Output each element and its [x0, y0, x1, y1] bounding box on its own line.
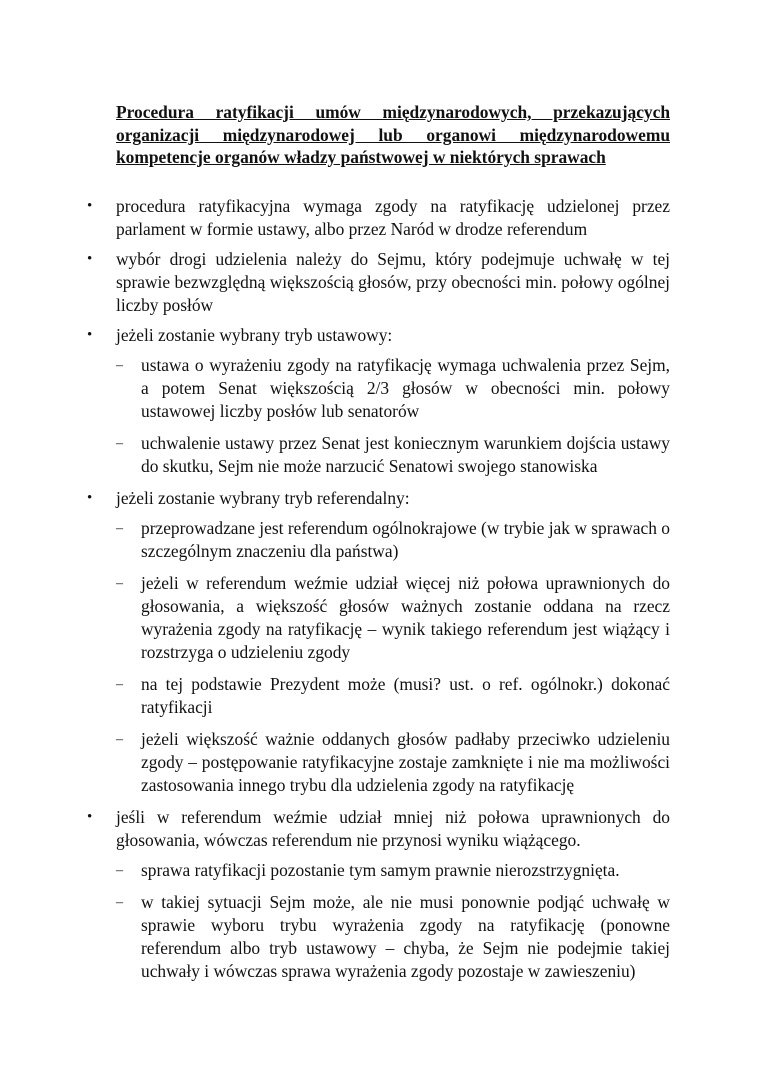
- sub-list-item-text: jeżeli większość ważnie oddanych głosów padłaby przeciwko udzieleniu zgody – postępowanie ratyfikacyjne zostaje zamknięte i nie ma możliwości zastosowania innego trybu dla udzielenia zgody na ratyfikację: [141, 729, 670, 795]
- sub-list-item-text: sprawa ratyfikacji pozostanie tym samym prawnie nierozstrzygnięta.: [141, 860, 620, 880]
- list-item-text: jeśli w referendum weźmie udział mniej niż połowa uprawnionych do głosowania, wówczas referendum nie przynosi wyniku wiążącego.: [116, 807, 670, 850]
- bullet-icon: •: [87, 251, 93, 267]
- sub-list-item-text: ustawa o wyrażeniu zgody na ratyfikację wymaga uchwalenia przez Sejm, a potem Senat większością 2/3 głosów w obecności min. połowy ustawowej liczby posłów lub senatorów: [141, 355, 670, 421]
- sub-list: [116, 517, 670, 797]
- bullet-icon: •: [87, 327, 93, 343]
- list-item-text: jeżeli zostanie wybrany tryb ustawowy:: [116, 325, 393, 345]
- document-title: Procedura ratyfikacji umów międzynarodowych, przekazujących organizacji międzynarodowej lub organowi międzynarodowemu kompetencje organów władzy państwowej w niektórych sprawach: [116, 102, 670, 167]
- sub-list-item: [116, 673, 670, 719]
- list-item: [87, 806, 670, 983]
- dash-icon: –: [116, 358, 123, 373]
- list-item-text: wybór drogi udzielenia należy do Sejmu, który podejmuje uchwałę w tej sprawie bezwzględną większością głosów, przy obecności min. połowy ogólnej liczby posłów: [116, 249, 670, 315]
- list-item-text: jeżeli zostanie wybrany tryb referendalny:: [116, 488, 410, 508]
- sub-list-item-text: na tej podstawie Prezydent może (musi? ust. o ref. ogólnokr.) dokonać ratyfikacji: [141, 674, 670, 717]
- sub-list: [116, 354, 670, 478]
- bullet-list: [87, 195, 670, 992]
- dash-icon: –: [116, 677, 123, 692]
- sub-list-item: [116, 517, 670, 563]
- dash-icon: –: [116, 521, 123, 536]
- sub-list-item-text: w takiej sytuacji Sejm może, ale nie musi ponownie podjąć uchwałę w sprawie wyboru trybu wyrażenia zgody na ratyfikację (ponowne referendum albo tryb ustawowy – chyba, że Sejm nie podejmie takiej uchwały i wówczas sprawa wyrażenia zgody pozostaje w zawieszeniu): [141, 892, 670, 981]
- list-item: [87, 487, 670, 797]
- sub-list: [116, 859, 670, 983]
- list-item-text: procedura ratyfikacyjna wymaga zgody na ratyfikację udzielonej przez parlament w formie ustawy, albo przez Naród w drodze referendum: [116, 196, 670, 239]
- dash-icon: –: [116, 732, 123, 747]
- list-item: [87, 324, 670, 478]
- sub-list-item: [116, 859, 670, 882]
- sub-list-item-text: przeprowadzane jest referendum ogólnokrajowe (w trybie jak w sprawach o szczególnym znaczeniu dla państwa): [141, 518, 670, 561]
- sub-list-item-text: jeżeli w referendum weźmie udział więcej niż połowa uprawnionych do głosowania, a większość głosów ważnych zostanie oddana na rzecz wyrażenia zgody na ratyfikację – wynik takiego referendum jest wiążący i rozstrzyga o udzieleniu zgody: [141, 573, 670, 662]
- dash-icon: –: [116, 895, 123, 910]
- sub-list-item-text: uchwalenie ustawy przez Senat jest koniecznym warunkiem dojścia ustawy do skutku, Sejm nie może narzucić Senatowi swojego stanowiska: [141, 433, 670, 476]
- list-item: [87, 248, 670, 317]
- sub-list-item: [116, 354, 670, 423]
- sub-list-item: [116, 572, 670, 664]
- dash-icon: –: [116, 863, 123, 878]
- bullet-icon: •: [87, 809, 93, 825]
- sub-list-item: [116, 891, 670, 983]
- bullet-icon: •: [87, 490, 93, 506]
- list-item: [87, 195, 670, 241]
- bullet-icon: •: [87, 198, 93, 214]
- dash-icon: –: [116, 576, 123, 591]
- sub-list-item: [116, 432, 670, 478]
- dash-icon: –: [116, 436, 123, 451]
- sub-list-item: [116, 728, 670, 797]
